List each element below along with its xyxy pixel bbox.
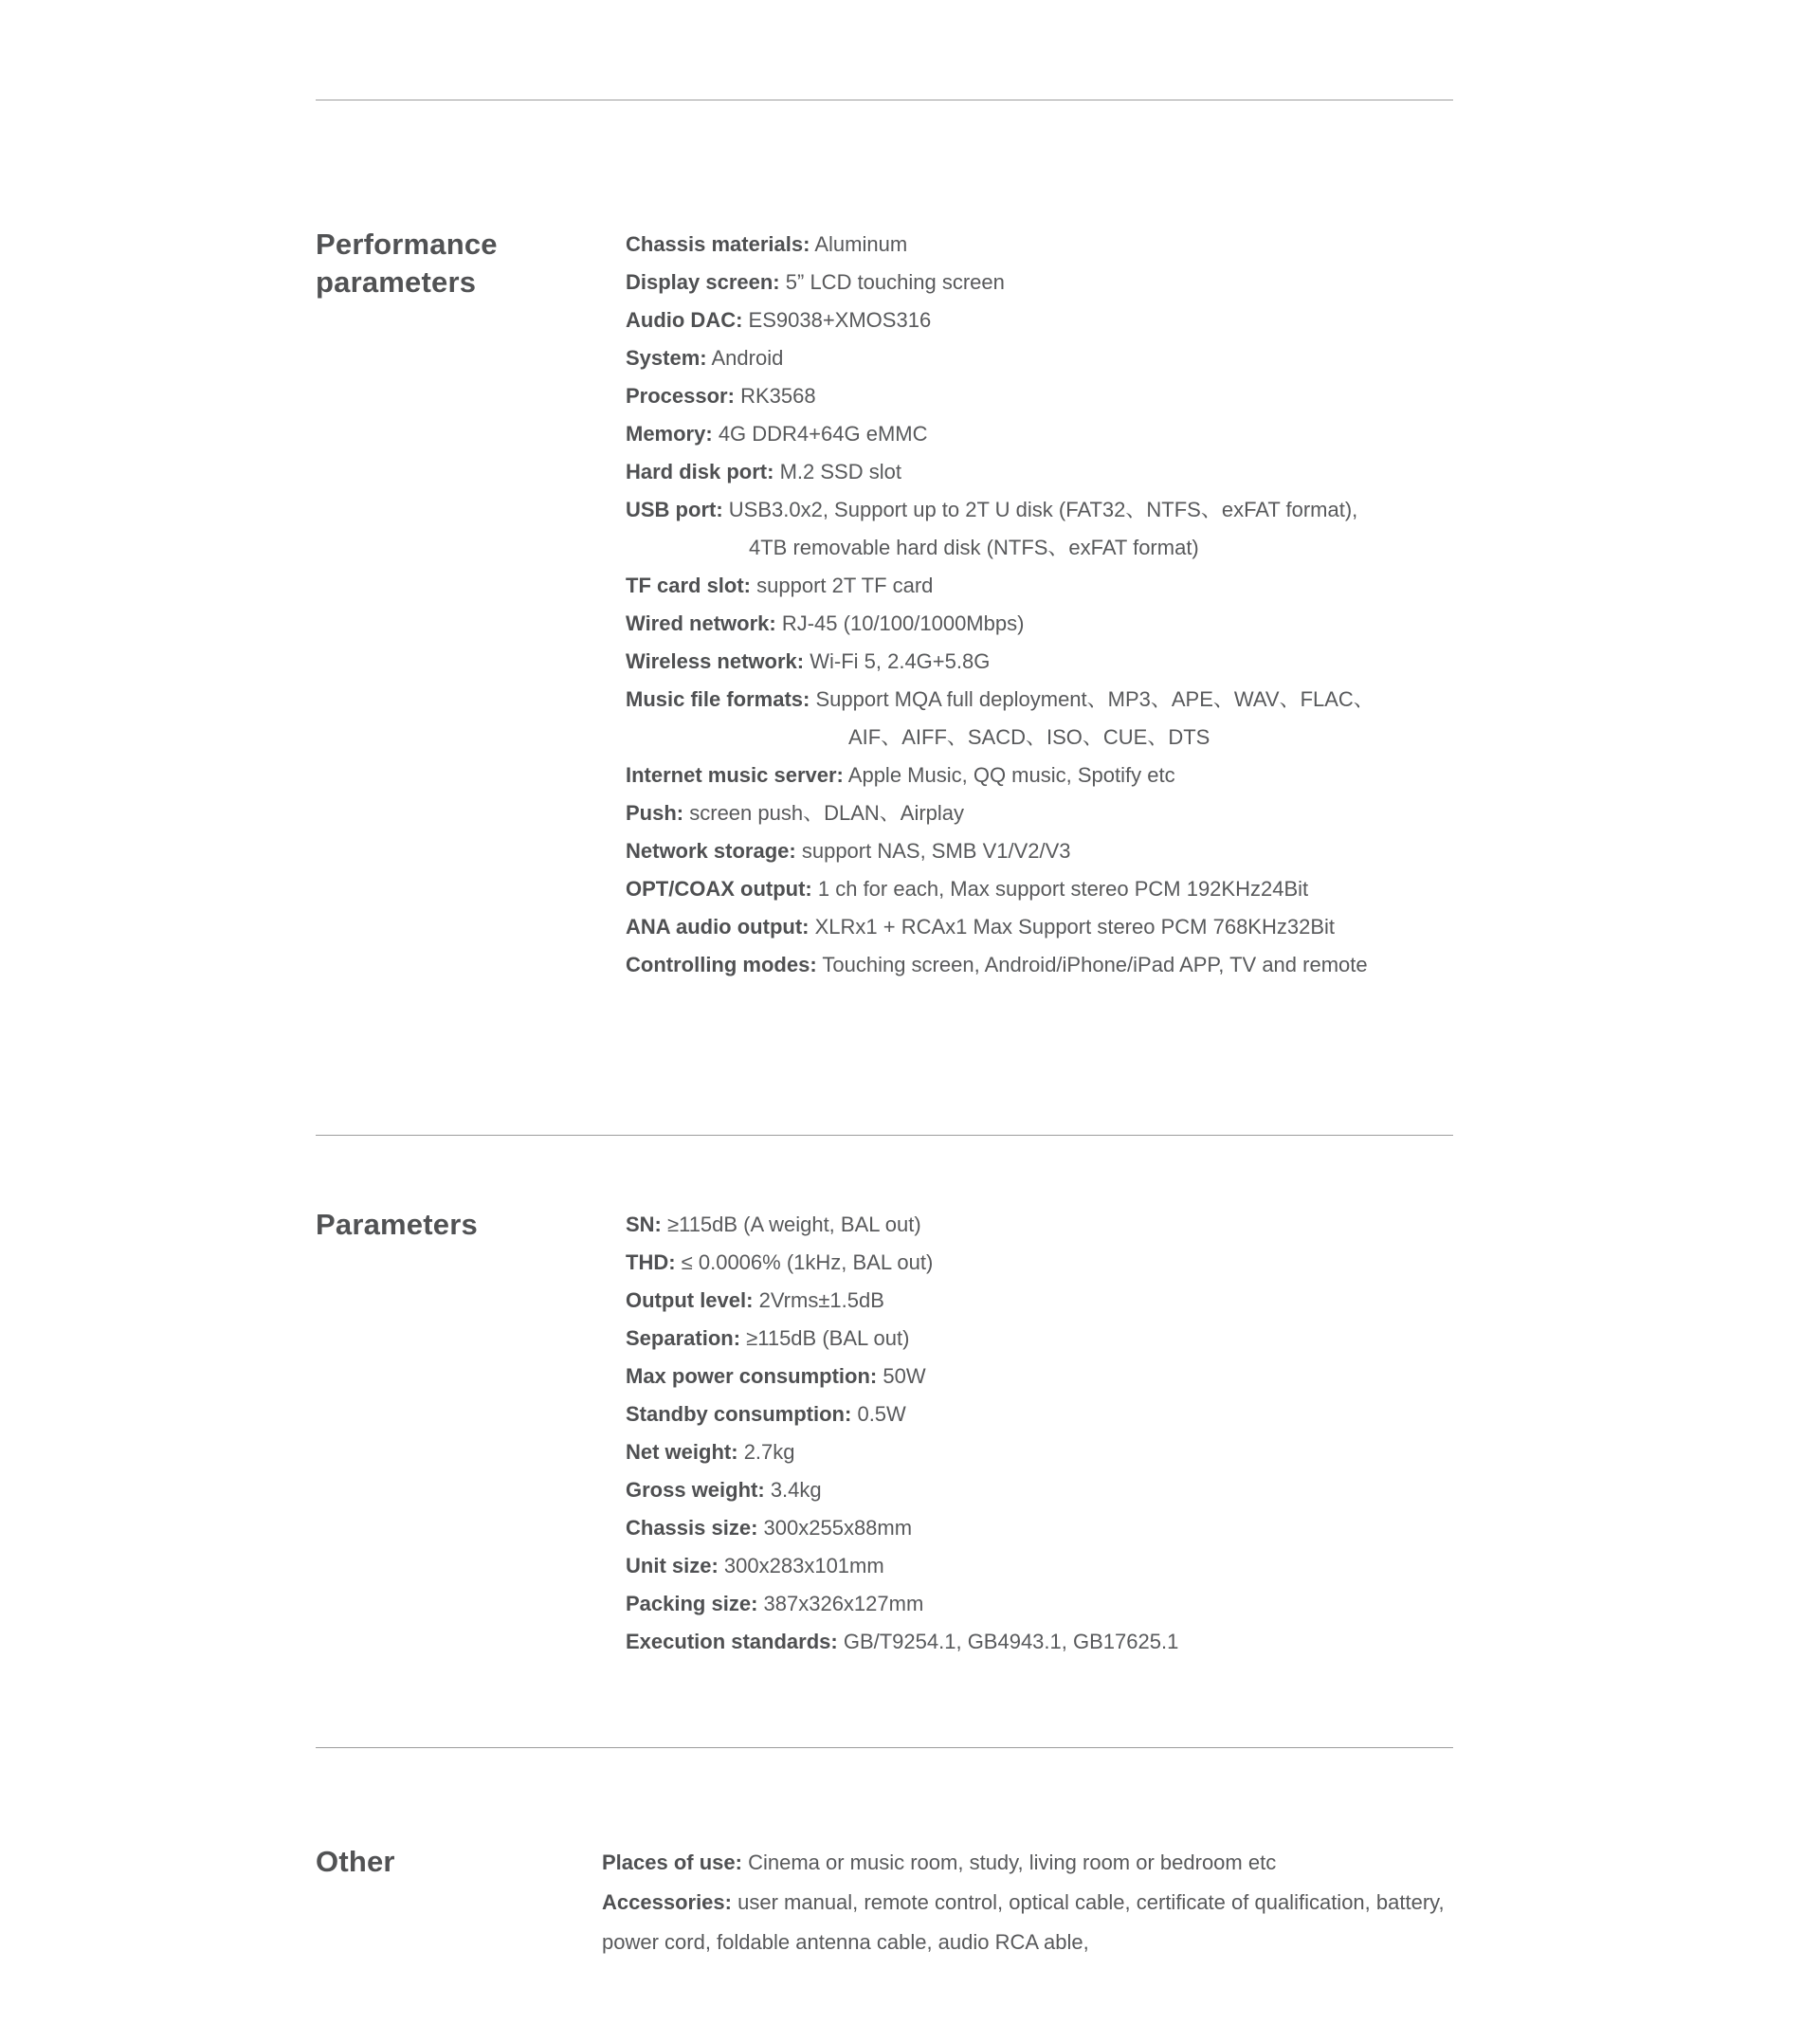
spec-label: Gross weight: bbox=[626, 1478, 765, 1502]
spec-item bbox=[626, 1471, 1178, 1509]
spec-value: 0.5W bbox=[857, 1402, 906, 1426]
spec-label: Network storage: bbox=[626, 839, 796, 863]
spec-value: Touching screen, Android/iPhone/iPad APP, TV and remote bbox=[822, 953, 1368, 976]
spec-label: Hard disk port: bbox=[626, 460, 774, 483]
spec-value: ES9038+XMOS316 bbox=[748, 308, 932, 332]
spec-value: Wi-Fi 5, 2.4G+5.8G bbox=[810, 649, 991, 673]
spec-label: Unit size: bbox=[626, 1554, 719, 1577]
spec-value: Aluminum bbox=[814, 232, 908, 256]
spec-item bbox=[626, 377, 1374, 415]
spec-list bbox=[626, 226, 1374, 984]
spec-value: 387x326x127mm bbox=[763, 1592, 924, 1615]
spec-value: Apple Music, QQ music, Spotify etc bbox=[847, 763, 1175, 787]
spec-label: System: bbox=[626, 346, 707, 370]
spec-item bbox=[626, 1585, 1178, 1623]
spec-item bbox=[626, 339, 1374, 377]
spec-item bbox=[626, 1358, 1178, 1395]
section-divider bbox=[316, 1135, 1453, 1136]
spec-label: Controlling modes: bbox=[626, 953, 817, 976]
spec-item bbox=[602, 1843, 1445, 1883]
spec-item bbox=[626, 1547, 1178, 1585]
spec-label: TF card slot: bbox=[626, 574, 752, 597]
spec-value: 2.7kg bbox=[743, 1440, 795, 1464]
spec-value: Android bbox=[711, 346, 784, 370]
spec-value: Support MQA full deployment、MP3、APE、WAV、FLAC、 bbox=[815, 687, 1374, 711]
spec-value: Cinema or music room, study, living room or bedroom etc bbox=[748, 1851, 1277, 1874]
spec-value: support 2T TF card bbox=[756, 574, 934, 597]
spec-value: user manual, remote control, optical cable, certificate of qualification, battery, bbox=[737, 1890, 1445, 1914]
spec-item bbox=[626, 870, 1374, 908]
section-heading bbox=[316, 1843, 395, 1881]
spec-value: screen push、DLAN、Airplay bbox=[689, 801, 965, 825]
spec-label: Output level: bbox=[626, 1288, 754, 1312]
section-heading bbox=[316, 226, 498, 301]
spec-item bbox=[626, 605, 1374, 643]
spec-list bbox=[602, 1843, 1445, 1962]
spec-label: USB port: bbox=[626, 498, 723, 521]
spec-value-continuation: AIF、AIFF、SACD、ISO、CUE、DTS bbox=[848, 725, 1210, 749]
spec-value: 300x255x88mm bbox=[763, 1516, 913, 1540]
spec-label: Chassis materials: bbox=[626, 232, 810, 256]
spec-value: ≥115dB (BAL out) bbox=[746, 1326, 910, 1350]
spec-item bbox=[626, 226, 1374, 264]
spec-label: Processor: bbox=[626, 384, 735, 408]
spec-label: Internet music server: bbox=[626, 763, 844, 787]
spec-label: Packing size: bbox=[626, 1592, 758, 1615]
spec-value-continuation: 4TB removable hard disk (NTFS、exFAT format) bbox=[749, 536, 1199, 559]
spec-item bbox=[626, 946, 1374, 984]
spec-item bbox=[626, 491, 1374, 529]
spec-label: Max power consumption: bbox=[626, 1364, 878, 1388]
spec-label: Places of use: bbox=[602, 1851, 742, 1874]
spec-label: Net weight: bbox=[626, 1440, 738, 1464]
section-heading-line: Performance bbox=[316, 228, 498, 261]
spec-value: 4G DDR4+64G eMMC bbox=[718, 422, 928, 446]
spec-item bbox=[626, 453, 1374, 491]
spec-value: 300x283x101mm bbox=[723, 1554, 884, 1577]
spec-item bbox=[602, 1883, 1445, 1923]
spec-label: Separation: bbox=[626, 1326, 741, 1350]
spec-label: Display screen: bbox=[626, 270, 780, 294]
spec-list bbox=[626, 1206, 1178, 1661]
spec-label: Accessories: bbox=[602, 1890, 732, 1914]
section-heading bbox=[316, 1206, 478, 1244]
spec-value: M.2 SSD slot bbox=[779, 460, 901, 483]
spec-item bbox=[626, 1282, 1178, 1320]
spec-item bbox=[626, 757, 1374, 794]
spec-item bbox=[626, 415, 1374, 453]
spec-item bbox=[626, 567, 1374, 605]
section-heading-line: Parameters bbox=[316, 1208, 478, 1241]
spec-value: 5” LCD touching screen bbox=[785, 270, 1005, 294]
spec-item bbox=[626, 1623, 1178, 1661]
spec-value: support NAS, SMB V1/V2/V3 bbox=[801, 839, 1071, 863]
spec-item bbox=[626, 832, 1374, 870]
spec-label: SN: bbox=[626, 1213, 662, 1236]
section-heading-line: Other bbox=[316, 1845, 395, 1878]
spec-value: USB3.0x2, Support up to 2T U disk (FAT32、NTFS、exFAT format), bbox=[728, 498, 1358, 521]
spec-value: 50W bbox=[883, 1364, 926, 1388]
spec-label: Push: bbox=[626, 801, 684, 825]
spec-item bbox=[626, 1206, 1178, 1244]
spec-item bbox=[626, 794, 1374, 832]
spec-value: 2Vrms±1.5dB bbox=[758, 1288, 884, 1312]
spec-label: Wired network: bbox=[626, 611, 776, 635]
spec-label: Music file formats: bbox=[626, 687, 810, 711]
spec-value: 1 ch for each, Max support stereo PCM 192KHz24Bit bbox=[817, 877, 1309, 901]
spec-item bbox=[626, 1320, 1178, 1358]
spec-item bbox=[626, 1244, 1178, 1282]
spec-label: THD: bbox=[626, 1250, 676, 1274]
spec-item bbox=[626, 1509, 1178, 1547]
spec-item bbox=[626, 264, 1374, 301]
spec-value: 3.4kg bbox=[770, 1478, 822, 1502]
spec-value: ≥115dB (A weight, BAL out) bbox=[667, 1213, 921, 1236]
spec-label: Standby consumption: bbox=[626, 1402, 852, 1426]
spec-item bbox=[626, 301, 1374, 339]
spec-value: RK3568 bbox=[740, 384, 816, 408]
spec-label: Wireless network: bbox=[626, 649, 805, 673]
spec-label: Chassis size: bbox=[626, 1516, 758, 1540]
spec-label: ANA audio output: bbox=[626, 915, 810, 939]
spec-value-continuation: power cord, foldable antenna cable, audio RCA able, bbox=[602, 1930, 1089, 1954]
spec-item bbox=[626, 1395, 1178, 1433]
spec-value: RJ-45 (10/100/1000Mbps) bbox=[781, 611, 1025, 635]
spec-item bbox=[626, 908, 1374, 946]
spec-item bbox=[626, 643, 1374, 681]
section-divider bbox=[316, 1747, 1453, 1748]
spec-item bbox=[626, 681, 1374, 719]
spec-value: GB/T9254.1, GB4943.1, GB17625.1 bbox=[843, 1630, 1179, 1653]
spec-label: Memory: bbox=[626, 422, 713, 446]
spec-label: OPT/COAX output: bbox=[626, 877, 812, 901]
spec-label: Execution standards: bbox=[626, 1630, 838, 1653]
spec-label: Audio DAC: bbox=[626, 308, 743, 332]
section-heading-line: parameters bbox=[316, 265, 477, 299]
spec-value: XLRx1 + RCAx1 Max Support stereo PCM 768KHz32Bit bbox=[814, 915, 1336, 939]
spec-value: ≤ 0.0006% (1kHz, BAL out) bbox=[681, 1250, 934, 1274]
spec-item bbox=[626, 1433, 1178, 1471]
